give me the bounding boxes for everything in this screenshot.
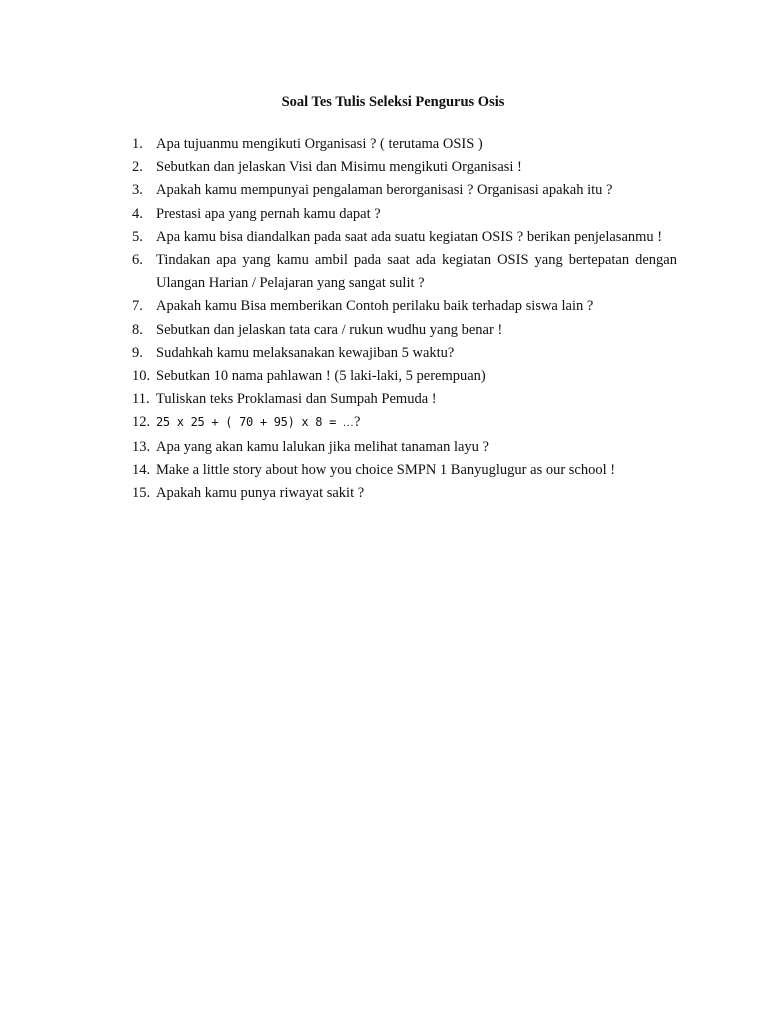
question-text: Apa yang akan kamu lalukan jika melihat tanaman layu ?: [156, 438, 489, 455]
question-number: 7.: [132, 298, 143, 315]
question-number: 3.: [132, 182, 143, 199]
question-text: Apakah kamu Bisa memberikan Contoh perilaku baik terhadap siswa lain ?: [156, 298, 594, 315]
question-number: 2.: [132, 159, 143, 176]
ellipsis: ...: [342, 418, 355, 430]
question-item: [132, 319, 677, 342]
question-item: [132, 365, 677, 388]
question-number: 14.: [132, 461, 151, 478]
question-text: Sudahkah kamu melaksanakan kewajiban 5 waktu?: [156, 344, 455, 361]
question-item: [132, 459, 677, 482]
question-item: [132, 411, 677, 435]
question-item: [132, 388, 677, 411]
question-item: [132, 203, 677, 226]
question-text: Sebutkan dan jelaskan tata cara / rukun wudhu yang benar !: [156, 321, 503, 338]
question-text: Tuliskan teks Proklamasi dan Sumpah Pemuda !: [156, 391, 437, 408]
question-item: [132, 133, 677, 156]
question-number: 10.: [132, 368, 151, 385]
question-text: [156, 411, 677, 435]
question-number: 4.: [132, 205, 143, 222]
question-number: 1.: [132, 136, 143, 152]
question-text: Prestasi apa yang pernah kamu dapat ?: [156, 205, 381, 222]
question-number: 12.: [132, 414, 151, 431]
question-text: Sebutkan dan jelaskan Visi dan Misimu mengikuti Organisasi !: [156, 159, 522, 176]
question-list: [132, 133, 677, 505]
question-item: [132, 226, 677, 249]
math-expression: 25 x 25 + ( 70 + 95) x 8 =: [156, 415, 343, 430]
question-text: Sebutkan 10 nama pahlawan ! (5 laki-laki, 5 perempuan): [156, 368, 486, 385]
question-number: 13.: [132, 438, 151, 455]
question-text: Apakah kamu mempunyai pengalaman berorganisasi ? Organisasi apakah itu ?: [156, 182, 613, 199]
question-item: [132, 295, 677, 318]
question-number: 5.: [132, 228, 143, 245]
question-mark: ?: [354, 414, 361, 431]
question-number: 8.: [132, 321, 143, 338]
question-item: [132, 342, 677, 365]
question-number: 11.: [132, 391, 150, 408]
question-number: 15.: [132, 485, 151, 502]
question-text: Make a little story about how you choice SMPN 1 Banyuglugur as our school !: [156, 461, 616, 478]
question-item: [132, 436, 677, 459]
question-text: Apa kamu bisa diandalkan pada saat ada suatu kegiatan OSIS ? berikan penjelasanmu !: [156, 228, 663, 245]
question-item: [132, 249, 677, 295]
question-text: Apakah kamu punya riwayat sakit ?: [156, 485, 365, 502]
question-item: [132, 156, 677, 179]
question-text: Apa tujuanmu mengikuti Organisasi ? ( terutama OSIS ): [156, 136, 483, 152]
question-item: [132, 482, 677, 505]
question-item: [132, 179, 677, 202]
question-number: 9.: [132, 344, 143, 361]
question-number: 6.: [132, 252, 143, 269]
document-title: Soal Tes Tulis Seleksi Pengurus Osis: [281, 94, 505, 110]
question-text: Tindakan apa yang kamu ambil pada saat ada kegiatan OSIS yang bertepatan dengan Ulangan Harian / Pelajaran yang sangat sulit ?: [156, 252, 677, 292]
